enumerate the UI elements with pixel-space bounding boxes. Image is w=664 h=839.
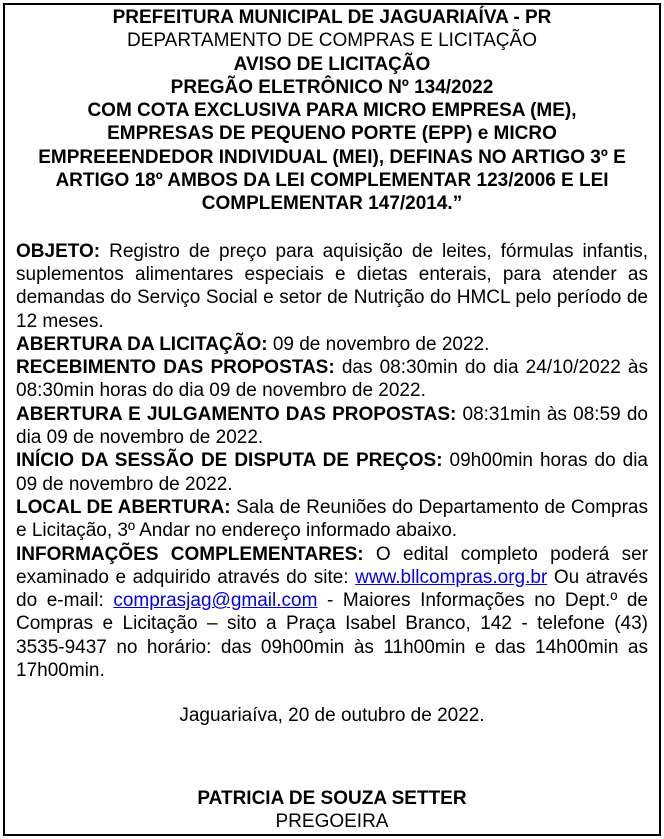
paragraph-informacoes-complementares xyxy=(16,543,648,683)
header-line-5: COM COTA EXCLUSIVA PARA MICRO EMPRESA (ME), xyxy=(87,100,577,122)
document-border-frame xyxy=(3,3,661,836)
paragraph-local-de-abertura xyxy=(16,496,648,543)
paragraph-text: Registro de preço para aquisição de leites, fórmulas infantis, suplementos alimentares especiais e dietas enterais, para atender as demandas do Serviço Social e setor de Nutrição do HMCL pelo período de 12 meses. xyxy=(16,240,648,332)
paragraph-text: Sala de Reuniões do Departamento de Compras e Licitação, 3º Andar no endereço informado abaixo. xyxy=(16,496,648,542)
paragraph-abertura-e-julgamento xyxy=(16,403,648,450)
header-line-3: AVISO DE LICITAÇÃO xyxy=(233,53,431,75)
paragraph-label-inicio-da-sessao: INÍCIO DA SESSÃO DE DISPUTA DE PREÇOS: xyxy=(16,450,443,472)
paragraph-objeto xyxy=(16,240,648,333)
paragraph-text: 09 de novembro de 2022. xyxy=(267,333,490,355)
paragraph-abertura-da-licitacao xyxy=(16,333,648,356)
header-line-7: EMPREEENDEDOR INDIVIDUAL (MEI), DEFINAS NO ARTIGO 3º E xyxy=(38,146,626,168)
paragraph-recebimento-das-propostas xyxy=(16,356,648,403)
paragraph-label-informacoes-complementares: INFORMAÇÕES COMPLEMENTARES: xyxy=(16,543,364,565)
header-line-2: DEPARTAMENTO DE COMPRAS E LICITAÇÃO xyxy=(127,30,537,52)
paragraph-text: 08:31min às 08:59 do dia 09 de novembro de 2022. xyxy=(16,403,648,449)
paragraph-text: das 08:30min do dia 24/10/2022 às 08:30min horas do dia 09 de novembro de 2022. xyxy=(16,357,648,402)
paragraph-text: O edital completo poderá ser examinado e adquirido através do site: xyxy=(16,543,649,588)
paragraph-label-objeto: OBJETO: xyxy=(16,240,101,262)
email-link[interactable]: comprasjag@gmail.com xyxy=(113,590,318,612)
paragraph-text: 09h00min horas do dia 09 de novembro de 2022. xyxy=(16,450,648,495)
paragraph-label-abertura-e-julgamento: ABERTURA E JULGAMENTO DAS PROPOSTAS: xyxy=(16,403,457,425)
header-line-9: COMPLEMENTAR 147/2014.” xyxy=(201,193,463,215)
header-line-1: PREFEITURA MUNICIPAL DE JAGUARIAÍVA - PR xyxy=(112,7,552,28)
header-line-4: PREGÃO ELETRÔNICO Nº 134/2022 xyxy=(170,76,494,98)
signature-role: PREGOEIRA xyxy=(275,810,389,832)
notice-header xyxy=(16,6,648,216)
header-line-8: ARTIGO 18º AMBOS DA LEI COMPLEMENTAR 123/2006 E LEI xyxy=(55,170,609,192)
paragraph-label-local-de-abertura: LOCAL DE ABERTURA: xyxy=(16,496,231,518)
paragraph-text: - Maiores Informações no Dept.º de Compras e Licitação – sito a Praça Isabel Branco, 142 - telefone (43) 3535-9437 no horário: das 09h00min às 11h00min e das 14h00min as 17h00min. xyxy=(16,590,648,682)
date-line: Jaguariaíva, 20 de outubro de 2022. xyxy=(179,705,485,727)
paragraph-label-recebimento-das-propostas: RECEBIMENTO DAS PROPOSTAS: xyxy=(16,357,335,379)
site-link[interactable]: www.bllcompras.org.br xyxy=(355,566,548,588)
header-line-6: EMPRESAS DE PEQUENO PORTE (EPP) e MICRO xyxy=(107,123,557,145)
paragraph-label-abertura-da-licitacao: ABERTURA DA LICITAÇÃO: xyxy=(16,333,268,355)
signature-name: PATRICIA DE SOUZA SETTER xyxy=(197,787,467,809)
notice-body xyxy=(16,240,648,683)
paragraph-text: Ou através do e-mail: xyxy=(16,566,648,612)
paragraph-inicio-da-sessao xyxy=(16,449,648,496)
